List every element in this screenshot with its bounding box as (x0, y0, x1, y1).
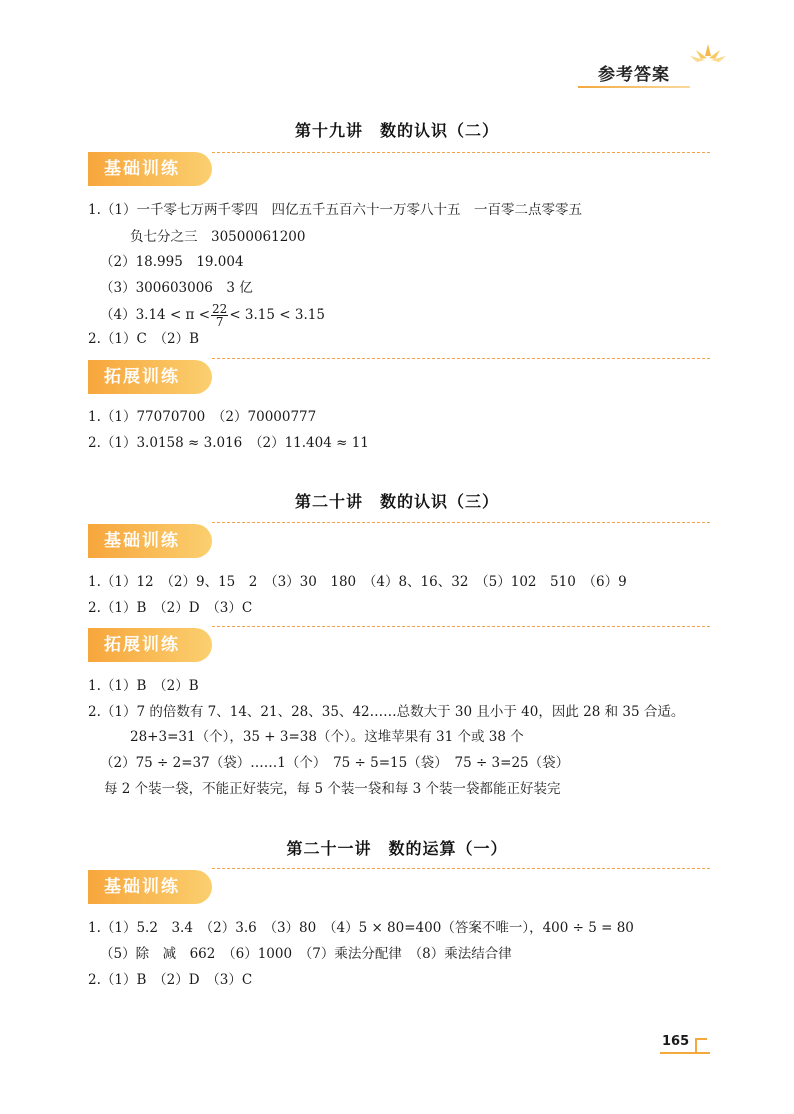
answer-line: 1.（1）B （2）B (88, 678, 199, 694)
extension-training-badge: 拓展训练 (88, 360, 212, 394)
section-divider (212, 522, 710, 523)
basic-training-badge: 基础训练 (88, 870, 212, 904)
answer-line: （3）300603006 3 亿 (100, 280, 253, 296)
section-divider (212, 868, 710, 869)
header-underline (578, 86, 690, 88)
answer-line: 2.（1）B （2）D （3）C (88, 972, 253, 988)
section-divider (212, 626, 710, 627)
answer-line: 28+3=31（个），35 + 3=38（个）。这堆苹果有 31 个或 38 个 (130, 729, 524, 745)
answer-line: 负七分之三 30500061200 (130, 229, 306, 245)
answer-line: 2.（1）7 的倍数有 7、14、21、28、35、42……总数大于 30 且小于 40，因此 28 和 35 合适。 (88, 704, 685, 720)
answer-line: 2.（1）C （2）B (88, 331, 200, 347)
extension-training-badge: 拓展训练 (88, 628, 212, 662)
answer-line: （2）18.995 19.004 (100, 254, 244, 270)
lotus-icon (688, 40, 728, 66)
fraction-numerator: 22 (212, 302, 228, 316)
header-title: 参考答案 (598, 65, 670, 85)
answer-line: 1.（1）一千零七万两千零四 四亿五千五百六十一万零八十五 一百零二点零零五 (88, 202, 582, 218)
basic-training-badge: 基础训练 (88, 152, 212, 186)
answer-line: 2.（1）B （2）D （3）C (88, 600, 253, 616)
fraction-22-7 (211, 303, 228, 328)
page-number: 165 (662, 1034, 690, 1049)
answer-line: 2.（1）3.0158 ≈ 3.016 （2）11.404 ≈ 11 (88, 435, 369, 451)
answer-line: 每 2 个装一袋，不能正好装完，每 5 个装一袋和每 3 个装一袋都能正好装完 (104, 781, 561, 797)
answer-line: 1.（1）12 （2）9、15 2 （3）30 180 （4）8、16、32 （5）102 510 （6）9 (88, 574, 627, 590)
corner-mark-icon (695, 1038, 707, 1052)
lecture-20-title: 第二十讲 数的认识（三） (294, 492, 499, 511)
answer-line: （2）75 ÷ 2=37（袋）……1（个） 75 ÷ 5=15（袋） 75 ÷ 3=25（袋） (100, 755, 570, 771)
basic-training-badge: 基础训练 (88, 524, 212, 558)
answer-line: （5）除 减 662 （6）1000 （7）乘法分配律 （8）乘法结合律 (100, 946, 512, 962)
inequality-right: < 3.15 < 3.15̇ (229, 307, 325, 323)
section-divider (212, 358, 710, 359)
answer-line-inequality (100, 303, 325, 328)
inequality-left: （4）3.14 < π < (100, 307, 211, 323)
lecture-19-title: 第十九讲 数的认识（二） (294, 121, 499, 140)
answer-line: 1.（1）77070700 （2）70000777 (88, 409, 317, 425)
fraction-denominator: 7 (215, 315, 224, 329)
lecture-21-title: 第二十一讲 数的运算（一） (286, 839, 508, 858)
answer-line: 1.（1）5.2 3.4 （2）3.6 （3）80 （4）5 × 80=400（答案不唯一），400 ÷ 5 = 80 (88, 920, 634, 936)
section-divider (212, 152, 710, 153)
